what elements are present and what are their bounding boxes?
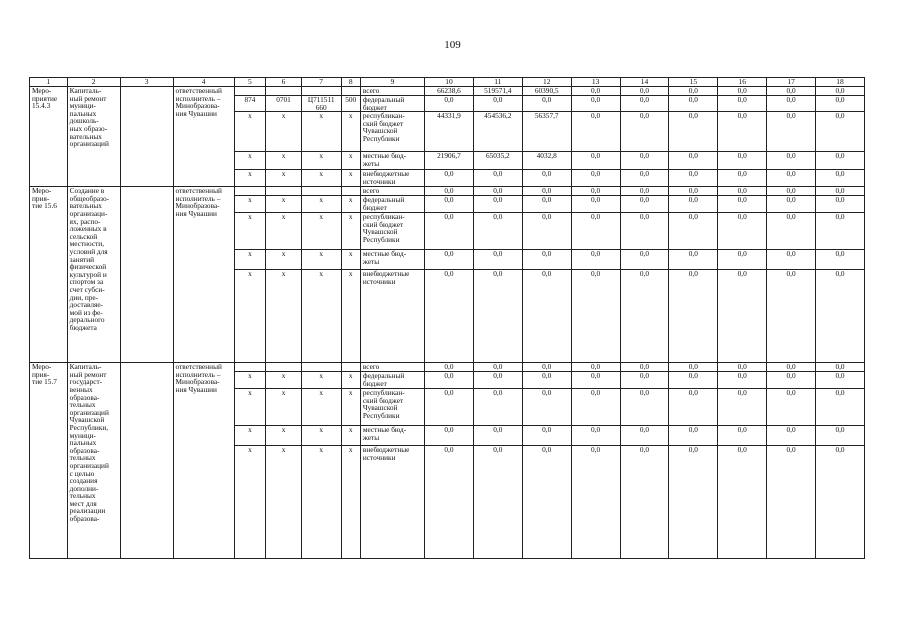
amount-cell: 0,0 xyxy=(816,187,865,196)
amount-cell: 0,0 xyxy=(718,187,767,196)
amount-cell: 0,0 xyxy=(473,196,522,213)
amount-cell: 0,0 xyxy=(816,170,865,187)
amount-cell: 0,0 xyxy=(669,389,718,426)
amount-cell: 0,0 xyxy=(571,196,620,213)
budget-code-cell: x xyxy=(234,372,266,389)
amount-cell: 0,0 xyxy=(425,96,474,112)
budget-code-cell: x xyxy=(301,213,341,250)
budget-code-cell: x xyxy=(234,170,266,187)
amount-cell: 0,0 xyxy=(767,372,816,389)
amount-cell: 0,0 xyxy=(522,270,571,363)
amount-cell: 0,0 xyxy=(669,196,718,213)
amount-cell: 0,0 xyxy=(767,112,816,152)
amount-cell: 0,0 xyxy=(571,170,620,187)
amount-cell: 0,0 xyxy=(816,372,865,389)
amount-cell: 0,0 xyxy=(767,363,816,372)
budget-code-cell: x xyxy=(341,372,360,389)
budget-code-cell: x xyxy=(341,213,360,250)
amount-cell: 0,0 xyxy=(669,363,718,372)
amount-cell: 0,0 xyxy=(718,96,767,112)
budget-code-cell: x xyxy=(301,426,341,446)
amount-cell: 0,0 xyxy=(767,152,816,170)
amount-cell: 0,0 xyxy=(669,372,718,389)
amount-cell: 0,0 xyxy=(473,389,522,426)
amount-cell: 0,0 xyxy=(620,372,669,389)
budget-code-cell: x xyxy=(266,112,302,152)
funding-source: местные бюд- жеты xyxy=(360,426,424,446)
amount-cell: 0,0 xyxy=(522,96,571,112)
activity-code: Меро- прия- тие 15.7 xyxy=(30,363,68,559)
budget-code-cell xyxy=(234,187,266,196)
amount-cell: 65035,2 xyxy=(473,152,522,170)
amount-cell: 0,0 xyxy=(669,187,718,196)
amount-cell: 0,0 xyxy=(816,87,865,96)
budget-code-cell: x xyxy=(341,389,360,426)
budget-code-cell xyxy=(301,363,341,372)
col-number: 13 xyxy=(571,78,620,87)
amount-cell: 0,0 xyxy=(620,196,669,213)
budget-code-cell xyxy=(341,363,360,372)
col-number: 14 xyxy=(620,78,669,87)
amount-cell: 0,0 xyxy=(473,187,522,196)
budget-code-cell: x xyxy=(341,170,360,187)
amount-cell: 0,0 xyxy=(473,170,522,187)
amount-cell: 0,0 xyxy=(767,170,816,187)
budget-code-cell: x xyxy=(341,426,360,446)
amount-cell: 0,0 xyxy=(571,96,620,112)
activity-code: Меро- приятие 15.4.3 xyxy=(30,87,68,187)
amount-cell: 0,0 xyxy=(620,389,669,426)
budget-code-cell: x xyxy=(234,426,266,446)
budget-code-cell: x xyxy=(266,372,302,389)
activity-code: Меро- прия- тие 15.6 xyxy=(30,187,68,363)
amount-cell: 0,0 xyxy=(669,250,718,270)
budget-code-cell: x xyxy=(266,196,302,213)
budget-code-cell: x xyxy=(341,112,360,152)
amount-cell: 0,0 xyxy=(620,213,669,250)
funding-source: местные бюд- жеты xyxy=(360,152,424,170)
col-number: 11 xyxy=(473,78,522,87)
amount-cell: 0,0 xyxy=(718,152,767,170)
col-number: 15 xyxy=(669,78,718,87)
amount-cell: 0,0 xyxy=(718,196,767,213)
amount-cell: 0,0 xyxy=(571,250,620,270)
budget-code-cell: x xyxy=(301,270,341,363)
executor: ответственный исполнитель – Минобразова- ния Чувашии xyxy=(173,187,234,363)
budget-code-cell: x xyxy=(266,152,302,170)
budget-code-cell: x xyxy=(301,446,341,559)
budget-code-cell: x xyxy=(234,389,266,426)
amount-cell: 0,0 xyxy=(425,170,474,187)
amount-cell: 0,0 xyxy=(522,446,571,559)
activity-name: Создание в общеобразо- вательных организаци- ях, распо- ложенных в сельской местности, условий для занятий физической культурой и спортом за счет субси- дии, пре- доставляе- мой из фе- дерального бюджета xyxy=(67,187,120,363)
funding-source: внебюджетные источники xyxy=(360,170,424,187)
amount-cell: 0,0 xyxy=(522,196,571,213)
amount-cell: 0,0 xyxy=(718,170,767,187)
amount-cell: 44331,9 xyxy=(425,112,474,152)
budget-code-cell: x xyxy=(234,152,266,170)
budget-code-cell: x xyxy=(234,250,266,270)
budget-code-cell: x xyxy=(234,196,266,213)
amount-cell: 0,0 xyxy=(620,187,669,196)
budget-code-cell: x xyxy=(234,112,266,152)
executor: ответственный исполнитель – Минобразова- ния Чувашии xyxy=(173,363,234,559)
amount-cell: 0,0 xyxy=(669,426,718,446)
col-number: 1 xyxy=(30,78,68,87)
amount-cell: 0,0 xyxy=(571,187,620,196)
amount-cell: 0,0 xyxy=(816,96,865,112)
amount-cell: 4032,8 xyxy=(522,152,571,170)
budget-code-cell: x xyxy=(266,213,302,250)
amount-cell: 0,0 xyxy=(816,426,865,446)
funding-source: всего xyxy=(360,187,424,196)
budget-code-cell: x xyxy=(301,372,341,389)
executor: ответственный исполнитель – Минобразова- ния Чувашии xyxy=(173,87,234,187)
amount-cell: 0,0 xyxy=(816,152,865,170)
funding-row xyxy=(30,87,865,96)
amount-cell: 0,0 xyxy=(816,270,865,363)
amount-cell: 0,0 xyxy=(816,446,865,559)
budget-code-cell: x xyxy=(341,446,360,559)
col-number: 16 xyxy=(718,78,767,87)
amount-cell: 0,0 xyxy=(620,446,669,559)
col-number: 3 xyxy=(120,78,173,87)
budget-code-cell xyxy=(301,187,341,196)
funding-source: федеральный бюджет xyxy=(360,96,424,112)
funding-source: всего xyxy=(360,87,424,96)
amount-cell: 0,0 xyxy=(669,96,718,112)
amount-cell: 0,0 xyxy=(816,112,865,152)
amount-cell: 0,0 xyxy=(669,213,718,250)
col-number: 7 xyxy=(301,78,341,87)
budget-code-cell xyxy=(266,87,302,96)
amount-cell: 0,0 xyxy=(571,112,620,152)
amount-cell: 0,0 xyxy=(425,250,474,270)
budget-code-cell xyxy=(341,87,360,96)
col-number: 8 xyxy=(341,78,360,87)
budget-code-cell xyxy=(341,187,360,196)
funding-source: республикан- ский бюджет Чувашской Республики xyxy=(360,213,424,250)
col-number: 6 xyxy=(266,78,302,87)
budget-code-cell xyxy=(301,87,341,96)
column-number-row xyxy=(30,78,865,87)
amount-cell: 0,0 xyxy=(767,426,816,446)
budget-code-cell: x xyxy=(234,446,266,559)
amount-cell: 0,0 xyxy=(522,389,571,426)
budget-code-cell: x xyxy=(301,389,341,426)
budget-code-cell: x xyxy=(341,196,360,213)
amount-cell: 0,0 xyxy=(767,187,816,196)
budget-code-cell: x xyxy=(234,270,266,363)
amount-cell: 0,0 xyxy=(718,426,767,446)
amount-cell: 0,0 xyxy=(522,170,571,187)
amount-cell: 0,0 xyxy=(718,389,767,426)
amount-cell: 0,0 xyxy=(767,96,816,112)
amount-cell: 0,0 xyxy=(522,187,571,196)
budget-table xyxy=(29,77,865,559)
budget-code-cell: x xyxy=(266,170,302,187)
activity-name: Капиталь- ный ремонт муници- пальных дошколь- ных образо- вательных организаций xyxy=(67,87,120,187)
amount-cell: 0,0 xyxy=(620,363,669,372)
empty-cell xyxy=(120,363,173,559)
funding-source: внебюджетные источники xyxy=(360,270,424,363)
amount-cell: 0,0 xyxy=(718,363,767,372)
col-number: 4 xyxy=(173,78,234,87)
budget-code-cell: x xyxy=(266,389,302,426)
amount-cell: 0,0 xyxy=(473,213,522,250)
budget-code-cell: x xyxy=(301,112,341,152)
amount-cell: 0,0 xyxy=(522,426,571,446)
amount-cell: 0,0 xyxy=(718,446,767,559)
amount-cell: 0,0 xyxy=(522,213,571,250)
amount-cell: 0,0 xyxy=(767,270,816,363)
amount-cell: 0,0 xyxy=(669,87,718,96)
amount-cell: 0,0 xyxy=(571,87,620,96)
budget-code-cell: x xyxy=(266,270,302,363)
amount-cell: 0,0 xyxy=(816,196,865,213)
funding-row xyxy=(30,363,865,372)
amount-cell: 0,0 xyxy=(522,372,571,389)
amount-cell: 0,0 xyxy=(620,250,669,270)
amount-cell: 0,0 xyxy=(620,96,669,112)
funding-source: республикан- ский бюджет Чувашской Республики xyxy=(360,112,424,152)
amount-cell: 0,0 xyxy=(669,170,718,187)
amount-cell: 0,0 xyxy=(767,446,816,559)
budget-code-cell: x xyxy=(301,170,341,187)
budget-code-cell: x xyxy=(266,426,302,446)
budget-code-cell: x xyxy=(341,152,360,170)
amount-cell: 0,0 xyxy=(816,250,865,270)
budget-code-cell: x xyxy=(234,213,266,250)
col-number: 2 xyxy=(67,78,120,87)
col-number: 12 xyxy=(522,78,571,87)
funding-source: всего xyxy=(360,363,424,372)
funding-source: внебюджетные источники xyxy=(360,446,424,559)
amount-cell: 0,0 xyxy=(425,187,474,196)
amount-cell: 0,0 xyxy=(473,270,522,363)
amount-cell: 0,0 xyxy=(718,87,767,96)
amount-cell: 0,0 xyxy=(571,389,620,426)
budget-code-cell: 874 xyxy=(234,96,266,112)
amount-cell: 0,0 xyxy=(816,389,865,426)
budget-code-cell xyxy=(266,187,302,196)
amount-cell: 0,0 xyxy=(767,213,816,250)
budget-code-cell xyxy=(234,87,266,96)
amount-cell: 0,0 xyxy=(522,363,571,372)
amount-cell: 21906,7 xyxy=(425,152,474,170)
col-number: 5 xyxy=(234,78,266,87)
amount-cell: 0,0 xyxy=(473,250,522,270)
amount-cell: 0,0 xyxy=(425,426,474,446)
amount-cell: 519571,4 xyxy=(473,87,522,96)
amount-cell: 0,0 xyxy=(718,112,767,152)
budget-code-cell xyxy=(266,363,302,372)
budget-code-cell xyxy=(234,363,266,372)
amount-cell: 0,0 xyxy=(620,87,669,96)
amount-cell: 0,0 xyxy=(571,372,620,389)
page-number: 109 xyxy=(444,39,461,51)
amount-cell: 0,0 xyxy=(571,446,620,559)
budget-code-cell: x xyxy=(341,270,360,363)
budget-code-cell: x xyxy=(301,152,341,170)
budget-code-cell: x xyxy=(266,250,302,270)
funding-row xyxy=(30,187,865,196)
col-number: 18 xyxy=(816,78,865,87)
amount-cell: 0,0 xyxy=(816,363,865,372)
amount-cell: 0,0 xyxy=(620,170,669,187)
activity-name: Капиталь- ный ремонт государст- венных образова- тельных организаций Чувашской Республики, муници- пальных образова- тельных организаций с целью создания дополни- тельных мест для реализации образова- xyxy=(67,363,120,559)
amount-cell: 0,0 xyxy=(718,213,767,250)
budget-code-cell: x xyxy=(266,446,302,559)
col-number: 10 xyxy=(425,78,474,87)
amount-cell: 0,0 xyxy=(718,250,767,270)
amount-cell: 0,0 xyxy=(425,270,474,363)
amount-cell: 0,0 xyxy=(816,213,865,250)
amount-cell: 0,0 xyxy=(718,270,767,363)
amount-cell: 0,0 xyxy=(425,372,474,389)
budget-code-cell: 0701 xyxy=(266,96,302,112)
amount-cell: 0,0 xyxy=(767,87,816,96)
amount-cell: 0,0 xyxy=(620,426,669,446)
col-number: 17 xyxy=(767,78,816,87)
amount-cell: 0,0 xyxy=(669,270,718,363)
amount-cell: 0,0 xyxy=(473,426,522,446)
amount-cell: 66238,6 xyxy=(425,87,474,96)
amount-cell: 0,0 xyxy=(767,389,816,426)
amount-cell: 0,0 xyxy=(767,250,816,270)
amount-cell: 0,0 xyxy=(571,270,620,363)
amount-cell: 60390,5 xyxy=(522,87,571,96)
amount-cell: 0,0 xyxy=(669,152,718,170)
empty-cell xyxy=(120,87,173,187)
col-number: 9 xyxy=(360,78,424,87)
amount-cell: 0,0 xyxy=(473,372,522,389)
amount-cell: 0,0 xyxy=(425,213,474,250)
empty-cell xyxy=(120,187,173,363)
funding-source: республикан- ский бюджет Чувашской Республики xyxy=(360,389,424,426)
amount-cell: 0,0 xyxy=(473,363,522,372)
amount-cell: 0,0 xyxy=(669,446,718,559)
funding-source: федеральный бюджет xyxy=(360,196,424,213)
amount-cell: 0,0 xyxy=(425,363,474,372)
amount-cell: 0,0 xyxy=(425,389,474,426)
amount-cell: 0,0 xyxy=(767,196,816,213)
amount-cell: 0,0 xyxy=(473,96,522,112)
amount-cell: 0,0 xyxy=(718,372,767,389)
amount-cell: 0,0 xyxy=(620,112,669,152)
funding-source: федеральный бюджет xyxy=(360,372,424,389)
amount-cell: 0,0 xyxy=(571,363,620,372)
funding-source: местные бюд- жеты xyxy=(360,250,424,270)
amount-cell: 0,0 xyxy=(571,426,620,446)
amount-cell: 0,0 xyxy=(473,446,522,559)
budget-code-cell: x xyxy=(341,250,360,270)
budget-code-cell: x xyxy=(301,196,341,213)
amount-cell: 0,0 xyxy=(620,152,669,170)
budget-code-cell: 500 xyxy=(341,96,360,112)
amount-cell: 0,0 xyxy=(669,112,718,152)
amount-cell: 56357,7 xyxy=(522,112,571,152)
amount-cell: 0,0 xyxy=(571,213,620,250)
amount-cell: 0,0 xyxy=(425,196,474,213)
amount-cell: 0,0 xyxy=(425,446,474,559)
amount-cell: 0,0 xyxy=(571,152,620,170)
amount-cell: 0,0 xyxy=(620,270,669,363)
amount-cell: 454536,2 xyxy=(473,112,522,152)
budget-code-cell: x xyxy=(301,250,341,270)
budget-code-cell: Ц711511 660 xyxy=(301,96,341,112)
amount-cell: 0,0 xyxy=(522,250,571,270)
